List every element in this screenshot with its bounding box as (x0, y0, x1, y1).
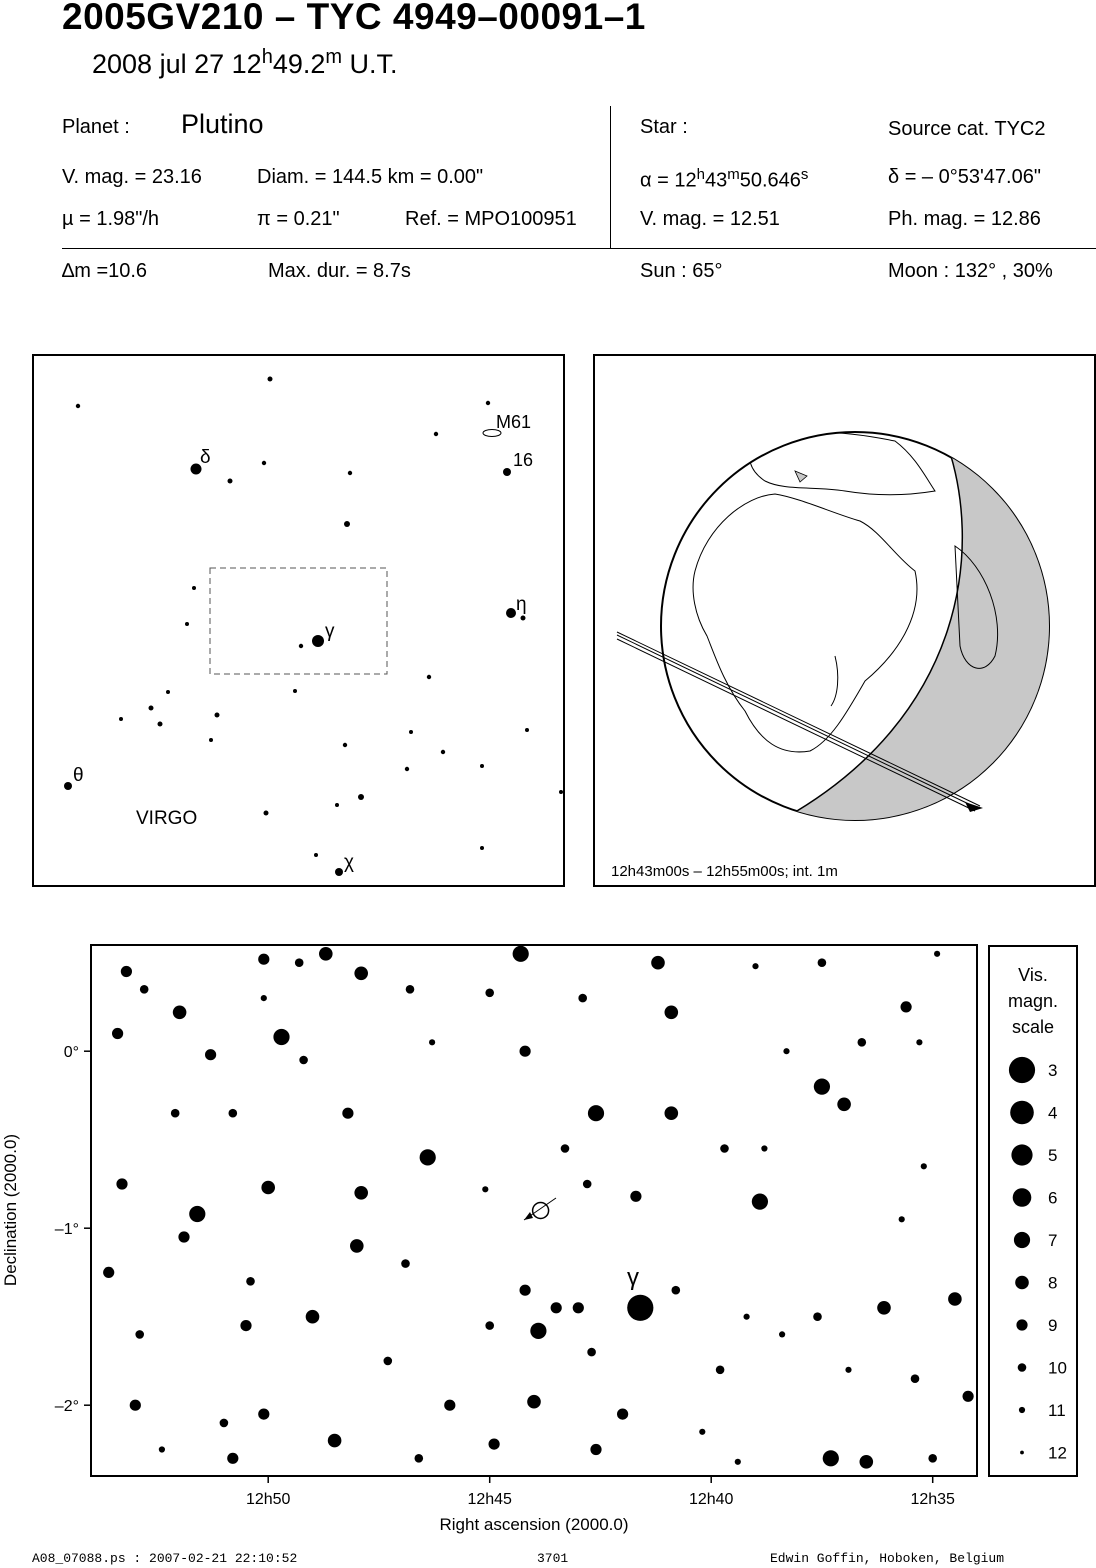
chart-star (963, 1391, 974, 1402)
chart-star (587, 1348, 596, 1357)
chart-star (651, 956, 665, 970)
finder-chart-svg (34, 356, 563, 885)
tick-layer (55, 1044, 955, 1508)
star-label: Star : (640, 116, 688, 138)
chart-star (485, 1321, 494, 1330)
label-delta: δ (200, 447, 211, 468)
chart-star (319, 947, 333, 961)
chart-star (921, 1163, 927, 1169)
chart-star (578, 994, 587, 1003)
chart-star (813, 1312, 822, 1321)
chart-star (328, 1434, 342, 1448)
chart-star-gamma (627, 1295, 653, 1321)
sun-elongation: Sun : 65° (640, 260, 723, 282)
label-16: 16 (513, 450, 534, 470)
page-title: 2005GV210 – TYC 4949–00091–1 (62, 0, 646, 37)
scale-dot (1013, 1188, 1032, 1207)
chart-star (948, 1292, 962, 1306)
chart-star (240, 1320, 251, 1331)
chart-star (205, 1049, 216, 1060)
chart-star (814, 1079, 830, 1095)
scale-dot (1009, 1057, 1035, 1083)
star-right-ascension: $\alpha = 12^h43^m50.646^s$ (640, 166, 809, 192)
chart-star (401, 1259, 410, 1268)
y-tick-label: –2° (54, 1398, 79, 1416)
globe-panel (593, 354, 1096, 887)
scale-title-2: magn. (1007, 991, 1059, 1011)
chart-star (121, 966, 132, 977)
footer-file: A08_07088.ps : 2007-02-21 22:10:52 (32, 1551, 298, 1566)
chart-star (159, 1446, 165, 1452)
chart-star (420, 1149, 436, 1165)
scale-mag-label: 9 (1048, 1316, 1058, 1335)
chart-star (406, 985, 415, 994)
label-eta: η (516, 594, 527, 615)
track-arrow (524, 1212, 533, 1220)
chart-star (258, 954, 269, 965)
y-tick-label: 0° (63, 1044, 79, 1062)
chart-star (665, 1106, 679, 1120)
footer-number: 3701 (537, 1551, 569, 1566)
star-eta (506, 608, 516, 618)
chart-star (520, 1285, 531, 1296)
chart-star (130, 1400, 141, 1411)
source-catalog: Source cat. TYC2 (888, 118, 1046, 140)
y-axis-label: Declination (2000.0) (1, 1133, 20, 1287)
chart-star (845, 1367, 851, 1373)
scale-dot (1011, 1144, 1032, 1165)
scale-mag-label: 8 (1048, 1273, 1058, 1293)
scale-mag-label: 12 (1048, 1443, 1067, 1463)
planet-diameter: Diam. = 144.5 km = 0.00" (257, 166, 484, 188)
chart-star (258, 1409, 269, 1420)
scale-mag-label: 3 (1048, 1061, 1058, 1080)
scale-dot (1018, 1363, 1027, 1372)
event-datetime: 2008 jul 27 12$^h$49.2$^m$ U.T. (92, 46, 398, 79)
magnitude-scale (988, 945, 1078, 1477)
scale-mag-label: 11 (1048, 1401, 1066, 1420)
chart-star (444, 1400, 455, 1411)
label-theta: θ (73, 765, 84, 786)
globe-caption: 12h43m00s – 12h55m00s; int. 1m (611, 863, 838, 880)
chart-star (299, 1056, 308, 1065)
chart-star (860, 1455, 874, 1469)
moon-info: Moon : 132° , 30% (888, 260, 1053, 282)
x-tick-label: 12h45 (467, 1491, 512, 1508)
chart-star (672, 1286, 681, 1295)
chart-star (744, 1314, 750, 1320)
scale-mag-label: 7 (1048, 1231, 1058, 1250)
planet-label: Planet : (62, 116, 130, 138)
chart-star (823, 1450, 839, 1466)
label-virgo: VIRGO (136, 808, 198, 829)
chart-star (837, 1098, 851, 1112)
star-gamma (312, 635, 324, 647)
chart-star (551, 1302, 562, 1313)
chart-star (583, 1180, 592, 1189)
star-vmag: V. mag. = 12.51 (640, 208, 780, 230)
chart-star (752, 1194, 768, 1210)
chart-star (171, 1109, 180, 1118)
header-divider (610, 106, 611, 249)
scale-mag-label: 6 (1048, 1188, 1058, 1208)
chart-star (916, 1039, 922, 1045)
x-tick-label: 12h50 (245, 1491, 291, 1508)
scale-title-3: scale (1011, 1017, 1055, 1037)
scale-svg (990, 947, 1076, 1475)
chart-star (513, 946, 529, 962)
chart-star (354, 967, 368, 981)
chart-star (699, 1429, 705, 1435)
chart-star (112, 1028, 123, 1039)
chart-star (858, 1038, 867, 1047)
detail-chart (0, 940, 1096, 1540)
chart-star (103, 1267, 114, 1278)
scale-dot (1010, 1101, 1034, 1125)
chart-star (384, 1357, 393, 1366)
x-tick-label: 12h40 (688, 1491, 734, 1508)
chart-star (720, 1144, 729, 1153)
chart-star (261, 995, 267, 1001)
chart-star (246, 1277, 255, 1286)
star-chi (335, 868, 343, 876)
gamma-label: γ (627, 1264, 639, 1291)
chart-star (901, 1001, 912, 1012)
chart-star (429, 1039, 435, 1045)
chart-star (665, 1006, 679, 1020)
chart-star (590, 1444, 601, 1455)
chart-star (630, 1191, 641, 1202)
scale-mag-label: 5 (1048, 1146, 1058, 1165)
chart-star (530, 1323, 546, 1339)
planet-motion: µ = 1.98"/h (62, 208, 160, 230)
label-gamma: γ (325, 621, 335, 642)
chart-star (928, 1454, 937, 1463)
chart-star (735, 1459, 741, 1465)
planet-name: Plutino (181, 109, 264, 139)
scale-mag-label: 4 (1048, 1103, 1058, 1123)
scale-mag-label: 10 (1048, 1358, 1067, 1378)
footer-author: Edwin Goffin, Hoboken, Belgium (770, 1551, 1005, 1566)
chart-star (261, 1181, 275, 1195)
star-theta (64, 782, 72, 790)
label-chi: χ (344, 852, 354, 873)
star-declination: δ = – 0°53'47.06" (888, 166, 1041, 188)
chart-star (588, 1105, 604, 1121)
chart-star (911, 1374, 920, 1383)
chart-star (818, 958, 827, 967)
chart-star (189, 1206, 205, 1222)
chart-star (295, 958, 304, 967)
chart-star (116, 1178, 127, 1189)
chart-star (899, 1216, 905, 1222)
chart-star (716, 1366, 725, 1375)
y-tick-label: –1° (54, 1221, 79, 1239)
orbit-reference: Ref. = MPO100951 (405, 208, 577, 230)
chart-star (354, 1186, 368, 1200)
chart-star (220, 1419, 229, 1428)
target-marker (524, 1198, 556, 1220)
chart-star (752, 963, 758, 969)
chart-star (573, 1302, 584, 1313)
scale-dot (1015, 1276, 1029, 1290)
scale-title-1: Vis. (1018, 965, 1048, 985)
chart-star (229, 1109, 238, 1118)
chart-star (482, 1186, 488, 1192)
scale-dot (1020, 1451, 1024, 1455)
chart-star (306, 1310, 320, 1324)
chart-star (561, 1144, 570, 1153)
globe-svg (595, 356, 1094, 885)
header-rule (62, 248, 1096, 249)
scale-dot (1016, 1319, 1027, 1330)
max-duration: Max. dur. = 8.7s (268, 260, 411, 282)
chart-star (135, 1330, 144, 1339)
planet-vmag: V. mag. = 23.16 (62, 166, 202, 188)
chart-star (173, 1006, 187, 1020)
chart-star (783, 1048, 789, 1054)
chart-star (617, 1409, 628, 1420)
planet-parallax: π = 0.21" (257, 208, 340, 230)
chart-star (761, 1145, 767, 1151)
scale-dot (1019, 1407, 1025, 1413)
star-photo-mag: Ph. mag. = 12.86 (888, 208, 1041, 230)
label-m61: M61 (496, 412, 532, 432)
chart-star (350, 1239, 364, 1253)
chart-star (178, 1231, 189, 1242)
x-tick-label: 12h35 (910, 1491, 955, 1508)
chart-star (415, 1454, 424, 1463)
chart-star (273, 1029, 289, 1045)
finder-chart (32, 354, 565, 887)
chart-star (489, 1439, 500, 1450)
chart-star (520, 1046, 531, 1057)
star-layer (103, 946, 974, 1469)
chart-star (140, 985, 149, 994)
magnitude-drop: ∆m =10.6 (62, 260, 148, 282)
chart-star (342, 1108, 353, 1119)
chart-star (934, 951, 940, 957)
chart-star (485, 989, 494, 998)
scale-dot (1014, 1232, 1030, 1248)
field-box (210, 568, 387, 674)
chart-star (877, 1301, 891, 1315)
chart-star (527, 1395, 541, 1409)
chart-star (779, 1331, 785, 1337)
x-axis-label: Right ascension (2000.0) (439, 1515, 629, 1534)
chart-star (227, 1453, 238, 1464)
